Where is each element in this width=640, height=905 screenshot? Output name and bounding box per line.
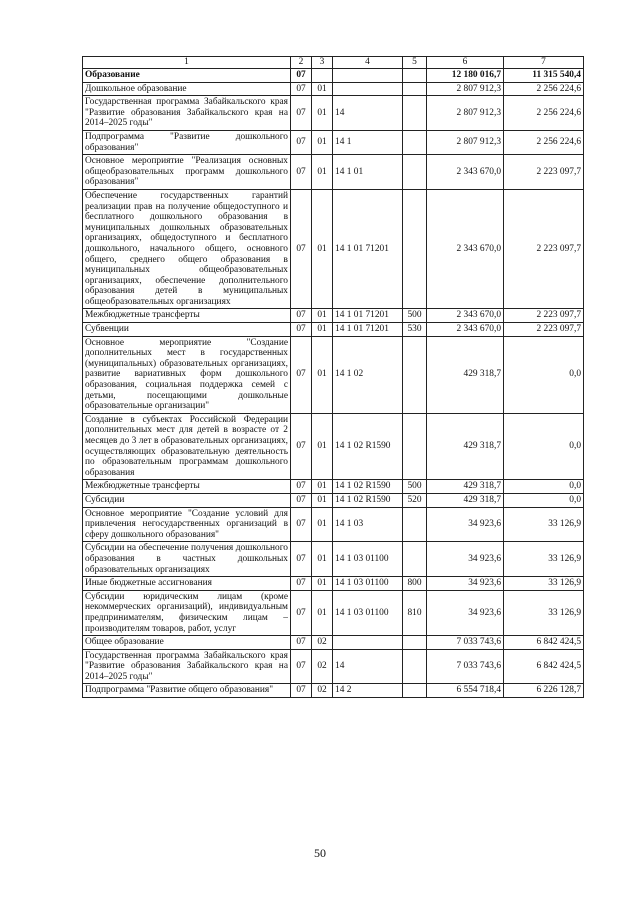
subsection-code-cell: 01 — [312, 82, 333, 96]
budget-table — [82, 56, 584, 698]
expense-type-cell — [403, 189, 427, 309]
table-row — [83, 323, 584, 337]
amount-cell: 2 223 097,7 — [504, 323, 584, 337]
table-row — [83, 649, 584, 684]
table-row — [83, 636, 584, 650]
table-row — [83, 189, 584, 309]
section-code-cell: 07 — [291, 577, 312, 591]
table-row — [83, 130, 584, 154]
amount-cell: 429 318,7 — [427, 493, 504, 507]
section-code-cell: 07 — [291, 336, 312, 413]
amount-cell: 2 256 224,6 — [504, 82, 584, 96]
header-cell: 5 — [403, 57, 427, 69]
target-article-cell: 14 1 02 R1590 — [333, 413, 403, 480]
row-name-cell: Подпрограмма "Развитие дошкольного образования" — [83, 130, 291, 154]
expense-type-cell — [403, 155, 427, 190]
subsection-code-cell: 01 — [312, 309, 333, 323]
section-code-cell: 07 — [291, 542, 312, 577]
amount-cell: 33 126,9 — [504, 590, 584, 635]
row-name-cell: Государственная программа Забайкальского края "Развитие образования Забайкальского края на 2014–2025 годы" — [83, 96, 291, 131]
row-name-cell: Основное мероприятие "Создание условий для привлечения негосударственных организаций в сферу дошкольного образования" — [83, 507, 291, 542]
amount-cell: 34 923,6 — [427, 507, 504, 542]
amount-cell: 33 126,9 — [504, 542, 584, 577]
target-article-cell: 14 1 — [333, 130, 403, 154]
amount-cell: 7 033 743,6 — [427, 649, 504, 684]
amount-cell: 34 923,6 — [427, 590, 504, 635]
amount-cell: 2 256 224,6 — [504, 96, 584, 131]
row-name-cell: Создание в субъектах Российской Федерации дополнительных мест для детей в возрасте от 2 месяцев до 3 лет в образовательных организациях, осуществляющих образовательную деятельность по образовательным программам дошкольного образования — [83, 413, 291, 480]
section-code-cell: 07 — [291, 82, 312, 96]
target-article-cell: 14 2 — [333, 684, 403, 698]
row-name-cell: Субсидии юридическим лицам (кроме некоммерческих организаций), индивидуальным предпринимателям, физическим лицам – производителям товаров, работ, услуг — [83, 590, 291, 635]
header-cell: 3 — [312, 57, 333, 69]
header-cell: 2 — [291, 57, 312, 69]
expense-type-cell — [403, 684, 427, 698]
table-row — [83, 82, 584, 96]
subsection-code-cell: 01 — [312, 577, 333, 591]
row-name-cell: Общее образование — [83, 636, 291, 650]
target-article-cell: 14 1 01 71201 — [333, 189, 403, 309]
table-row — [83, 336, 584, 413]
target-article-cell — [333, 69, 403, 83]
subsection-code-cell: 01 — [312, 542, 333, 577]
amount-cell: 7 033 743,6 — [427, 636, 504, 650]
table-header-row — [83, 57, 584, 69]
amount-cell: 2 343 670,0 — [427, 309, 504, 323]
amount-cell: 2 343 670,0 — [427, 323, 504, 337]
section-code-cell: 07 — [291, 69, 312, 83]
subsection-code-cell — [312, 69, 333, 83]
amount-cell: 0,0 — [504, 336, 584, 413]
amount-cell: 2 223 097,7 — [504, 155, 584, 190]
header-cell: 7 — [504, 57, 584, 69]
target-article-cell: 14 — [333, 96, 403, 131]
section-code-cell: 07 — [291, 413, 312, 480]
section-code-cell: 07 — [291, 684, 312, 698]
expense-type-cell — [403, 336, 427, 413]
section-code-cell: 07 — [291, 189, 312, 309]
amount-cell: 2 343 670,0 — [427, 155, 504, 190]
section-code-cell: 07 — [291, 590, 312, 635]
subsection-code-cell: 01 — [312, 590, 333, 635]
section-code-cell: 07 — [291, 96, 312, 131]
expense-type-cell — [403, 82, 427, 96]
subsection-code-cell: 01 — [312, 323, 333, 337]
amount-cell: 0,0 — [504, 480, 584, 494]
table-row — [83, 155, 584, 190]
row-name-cell: Иные бюджетные ассигнования — [83, 577, 291, 591]
target-article-cell — [333, 636, 403, 650]
row-name-cell: Основное мероприятие "Создание дополнительных мест в государственных (муниципальных) образовательных организациях, развитие вариативных форм дошкольного образования, социальная поддержка семей с детьми, посещающими дошкольные образовательные организации" — [83, 336, 291, 413]
target-article-cell: 14 1 03 01100 — [333, 577, 403, 591]
subsection-code-cell: 01 — [312, 189, 333, 309]
table-row — [83, 590, 584, 635]
target-article-cell: 14 1 02 R1590 — [333, 493, 403, 507]
subsection-code-cell: 01 — [312, 336, 333, 413]
header-cell: 1 — [83, 57, 291, 69]
expense-type-cell: 500 — [403, 309, 427, 323]
expense-type-cell: 800 — [403, 577, 427, 591]
target-article-cell: 14 1 03 01100 — [333, 590, 403, 635]
table-row — [83, 577, 584, 591]
expense-type-cell — [403, 507, 427, 542]
amount-cell: 34 923,6 — [427, 577, 504, 591]
expense-type-cell — [403, 413, 427, 480]
amount-cell: 0,0 — [504, 493, 584, 507]
expense-type-cell: 500 — [403, 480, 427, 494]
target-article-cell: 14 1 02 R1590 — [333, 480, 403, 494]
target-article-cell: 14 1 01 71201 — [333, 309, 403, 323]
amount-cell: 33 126,9 — [504, 577, 584, 591]
row-name-cell: Субсидии — [83, 493, 291, 507]
section-code-cell: 07 — [291, 507, 312, 542]
section-code-cell: 07 — [291, 130, 312, 154]
amount-cell: 6 842 424,5 — [504, 649, 584, 684]
expense-type-cell: 810 — [403, 590, 427, 635]
page-number: 50 — [314, 846, 326, 860]
subsection-code-cell: 01 — [312, 155, 333, 190]
target-article-cell: 14 1 03 01100 — [333, 542, 403, 577]
table-row — [83, 309, 584, 323]
table-row — [83, 480, 584, 494]
amount-cell: 429 318,7 — [427, 336, 504, 413]
table-row — [83, 542, 584, 577]
expense-type-cell — [403, 96, 427, 131]
amount-cell: 429 318,7 — [427, 413, 504, 480]
table-row — [83, 69, 584, 83]
row-name-cell: Субсидии на обеспечение получения дошкольного образования в частных дошкольных образовательных организациях — [83, 542, 291, 577]
amount-cell: 33 126,9 — [504, 507, 584, 542]
expense-type-cell: 520 — [403, 493, 427, 507]
amount-cell: 6 554 718,4 — [427, 684, 504, 698]
target-article-cell: 14 — [333, 649, 403, 684]
subsection-code-cell: 01 — [312, 130, 333, 154]
table-row — [83, 96, 584, 131]
table-row — [83, 507, 584, 542]
amount-cell: 2 256 224,6 — [504, 130, 584, 154]
row-name-cell: Подпрограмма "Развитие общего образования" — [83, 684, 291, 698]
subsection-code-cell: 01 — [312, 507, 333, 542]
subsection-code-cell: 01 — [312, 413, 333, 480]
table-row — [83, 684, 584, 698]
amount-cell: 6 226 128,7 — [504, 684, 584, 698]
section-code-cell: 07 — [291, 636, 312, 650]
section-code-cell: 07 — [291, 480, 312, 494]
expense-type-cell — [403, 130, 427, 154]
amount-cell: 2 223 097,7 — [504, 309, 584, 323]
expense-type-cell — [403, 69, 427, 83]
target-article-cell: 14 1 02 — [333, 336, 403, 413]
subsection-code-cell: 02 — [312, 649, 333, 684]
amount-cell: 6 842 424,5 — [504, 636, 584, 650]
table-row — [83, 413, 584, 480]
subsection-code-cell: 02 — [312, 636, 333, 650]
amount-cell: 2 807 912,3 — [427, 96, 504, 131]
section-code-cell: 07 — [291, 155, 312, 190]
amount-cell: 2 807 912,3 — [427, 82, 504, 96]
row-name-cell: Межбюджетные трансферты — [83, 480, 291, 494]
target-article-cell — [333, 82, 403, 96]
expense-type-cell — [403, 542, 427, 577]
subsection-code-cell: 01 — [312, 480, 333, 494]
target-article-cell: 14 1 01 — [333, 155, 403, 190]
section-code-cell: 07 — [291, 493, 312, 507]
row-name-cell: Образование — [83, 69, 291, 83]
section-code-cell: 07 — [291, 649, 312, 684]
amount-cell: 34 923,6 — [427, 542, 504, 577]
header-cell: 6 — [427, 57, 504, 69]
row-name-cell: Субвенции — [83, 323, 291, 337]
row-name-cell: Межбюджетные трансферты — [83, 309, 291, 323]
subsection-code-cell: 02 — [312, 684, 333, 698]
target-article-cell: 14 1 01 71201 — [333, 323, 403, 337]
table-row — [83, 493, 584, 507]
amount-cell: 2 343 670,0 — [427, 189, 504, 309]
expense-type-cell — [403, 636, 427, 650]
amount-cell: 429 318,7 — [427, 480, 504, 494]
subsection-code-cell: 01 — [312, 493, 333, 507]
amount-cell: 2 223 097,7 — [504, 189, 584, 309]
amount-cell: 12 180 016,7 — [427, 69, 504, 83]
row-name-cell: Основное мероприятие "Реализация основных общеобразовательных программ дошкольного образования" — [83, 155, 291, 190]
row-name-cell: Государственная программа Забайкальского края "Развитие образования Забайкальского края на 2014–2025 годы" — [83, 649, 291, 684]
expense-type-cell: 530 — [403, 323, 427, 337]
amount-cell: 0,0 — [504, 413, 584, 480]
row-name-cell: Дошкольное образование — [83, 82, 291, 96]
expense-type-cell — [403, 649, 427, 684]
target-article-cell: 14 1 03 — [333, 507, 403, 542]
row-name-cell: Обеспечение государственных гарантий реализации прав на получение общедоступного и бесплатного дошкольного образования в муниципальных дошкольных образовательных организациях, общедоступного и бесплатного дошкольного, начального общего, основного общего, среднего общего образования в муниципальных общеобразовательных организациях, обеспечение дополнительного образования детей в муниципальных общеобразовательных организациях — [83, 189, 291, 309]
header-cell: 4 — [333, 57, 403, 69]
section-code-cell: 07 — [291, 309, 312, 323]
section-code-cell: 07 — [291, 323, 312, 337]
subsection-code-cell: 01 — [312, 96, 333, 131]
amount-cell: 11 315 540,4 — [504, 69, 584, 83]
amount-cell: 2 807 912,3 — [427, 130, 504, 154]
